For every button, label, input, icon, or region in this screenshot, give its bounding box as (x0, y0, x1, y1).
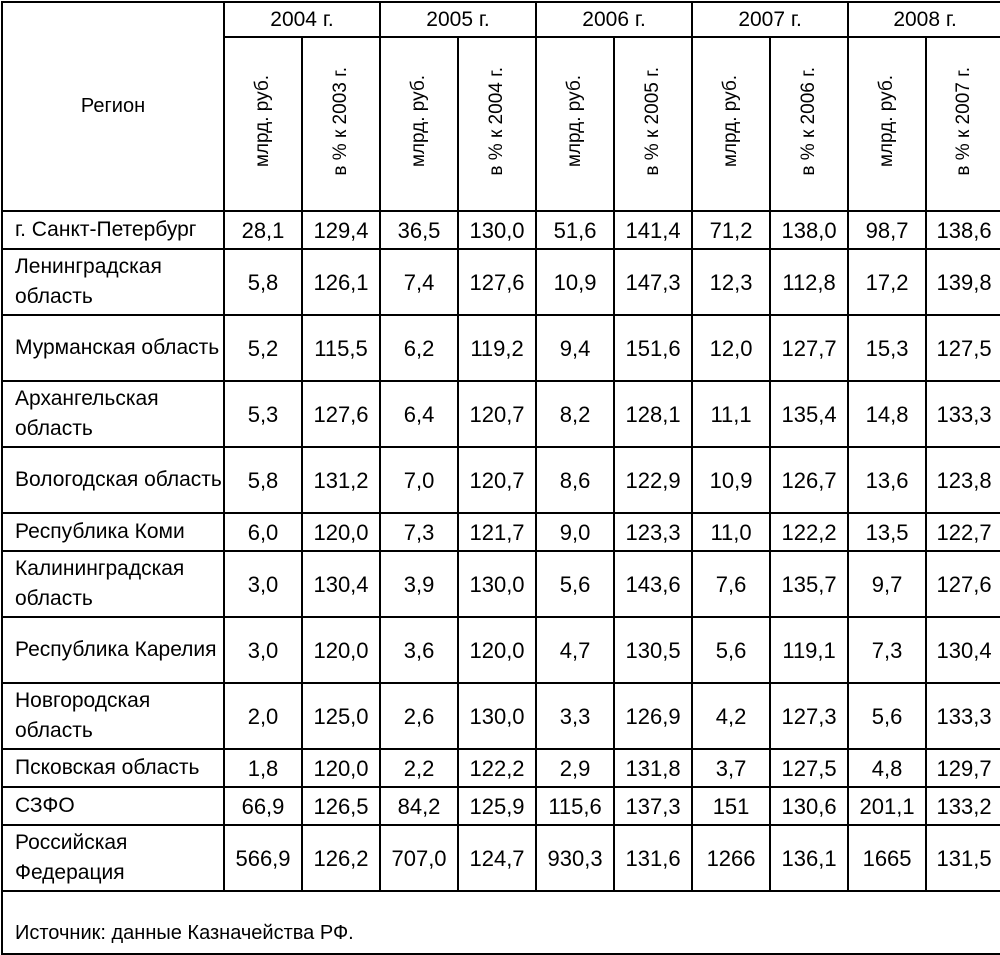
value-bln-rub: 4,7 (536, 617, 614, 683)
value-bln-rub: 3,9 (380, 551, 458, 617)
value-percent: 123,8 (926, 447, 1000, 513)
value-bln-rub: 12,0 (692, 315, 770, 381)
region-name: Псковская область (2, 749, 224, 787)
value-percent: 124,7 (458, 825, 536, 891)
unit-label: млрд. руб. (564, 74, 586, 168)
value-percent: 128,1 (614, 381, 692, 447)
value-percent: 119,2 (458, 315, 536, 381)
value-percent: 130,5 (614, 617, 692, 683)
value-bln-rub: 3,0 (224, 551, 302, 617)
value-bln-rub: 1266 (692, 825, 770, 891)
unit-label: млрд. руб. (720, 74, 742, 168)
unit-header (380, 37, 458, 211)
value-bln-rub: 7,3 (380, 513, 458, 551)
region-name: СЗФО (2, 787, 224, 825)
region-name: Российская Федерация (2, 825, 224, 891)
value-bln-rub: 2,6 (380, 683, 458, 749)
table-row (2, 513, 1000, 551)
table-row (2, 787, 1000, 825)
value-bln-rub: 84,2 (380, 787, 458, 825)
value-bln-rub: 6,4 (380, 381, 458, 447)
value-bln-rub: 707,0 (380, 825, 458, 891)
value-percent: 119,1 (770, 617, 848, 683)
year-header: 2008 г. (848, 2, 1000, 37)
value-bln-rub: 4,8 (848, 749, 926, 787)
value-bln-rub: 5,8 (224, 249, 302, 315)
value-percent: 125,0 (302, 683, 380, 749)
table-row (2, 551, 1000, 617)
value-percent: 127,6 (302, 381, 380, 447)
value-percent: 138,0 (770, 211, 848, 249)
value-percent: 147,3 (614, 249, 692, 315)
value-percent: 127,3 (770, 683, 848, 749)
table-row (2, 683, 1000, 749)
value-percent: 151,6 (614, 315, 692, 381)
value-percent: 143,6 (614, 551, 692, 617)
value-bln-rub: 7,3 (848, 617, 926, 683)
value-bln-rub: 1,8 (224, 749, 302, 787)
value-bln-rub: 13,5 (848, 513, 926, 551)
value-bln-rub: 5,2 (224, 315, 302, 381)
value-percent: 123,3 (614, 513, 692, 551)
value-percent: 122,9 (614, 447, 692, 513)
value-bln-rub: 17,2 (848, 249, 926, 315)
value-percent: 122,2 (770, 513, 848, 551)
table-row (2, 749, 1000, 787)
value-percent: 112,8 (770, 249, 848, 315)
value-percent: 126,2 (302, 825, 380, 891)
value-percent: 131,2 (302, 447, 380, 513)
value-bln-rub: 5,3 (224, 381, 302, 447)
value-bln-rub: 930,3 (536, 825, 614, 891)
region-name: Новгородская область (2, 683, 224, 749)
value-bln-rub: 36,5 (380, 211, 458, 249)
value-percent: 122,2 (458, 749, 536, 787)
value-bln-rub: 13,6 (848, 447, 926, 513)
value-percent: 120,7 (458, 447, 536, 513)
unit-header (848, 37, 926, 211)
value-percent: 136,1 (770, 825, 848, 891)
value-bln-rub: 7,4 (380, 249, 458, 315)
value-percent: 130,4 (302, 551, 380, 617)
value-percent: 127,6 (458, 249, 536, 315)
value-bln-rub: 98,7 (848, 211, 926, 249)
value-percent: 133,2 (926, 787, 1000, 825)
revenue-table (1, 1, 1000, 955)
value-percent: 138,6 (926, 211, 1000, 249)
value-bln-rub: 14,8 (848, 381, 926, 447)
source-row (2, 891, 1000, 954)
value-bln-rub: 10,9 (692, 447, 770, 513)
value-percent: 127,7 (770, 315, 848, 381)
year-header: 2004 г. (224, 2, 380, 37)
unit-header (926, 37, 1000, 211)
unit-header (536, 37, 614, 211)
unit-header (302, 37, 380, 211)
value-bln-rub: 3,0 (224, 617, 302, 683)
unit-label: млрд. руб. (876, 74, 898, 168)
unit-header (458, 37, 536, 211)
value-percent: 120,0 (302, 513, 380, 551)
value-bln-rub: 11,1 (692, 381, 770, 447)
value-percent: 139,8 (926, 249, 1000, 315)
region-name: Калининградская область (2, 551, 224, 617)
value-percent: 122,7 (926, 513, 1000, 551)
unit-header (692, 37, 770, 211)
value-percent: 135,4 (770, 381, 848, 447)
table-row (2, 825, 1000, 891)
value-bln-rub: 5,8 (224, 447, 302, 513)
value-bln-rub: 5,6 (848, 683, 926, 749)
region-name: Республика Коми (2, 513, 224, 551)
year-header: 2005 г. (380, 2, 536, 37)
value-bln-rub: 3,3 (536, 683, 614, 749)
region-name: Республика Карелия (2, 617, 224, 683)
value-bln-rub: 5,6 (692, 617, 770, 683)
value-percent: 135,7 (770, 551, 848, 617)
table-row (2, 249, 1000, 315)
region-name: Мурманская область (2, 315, 224, 381)
value-percent: 131,8 (614, 749, 692, 787)
value-percent: 129,4 (302, 211, 380, 249)
unit-label: в % к 2007 г. (953, 66, 975, 176)
value-bln-rub: 8,2 (536, 381, 614, 447)
unit-label: в % к 2006 г. (798, 66, 820, 176)
value-bln-rub: 5,6 (536, 551, 614, 617)
value-percent: 131,6 (614, 825, 692, 891)
value-bln-rub: 2,9 (536, 749, 614, 787)
value-bln-rub: 2,2 (380, 749, 458, 787)
value-percent: 126,7 (770, 447, 848, 513)
table-row (2, 315, 1000, 381)
value-percent: 127,5 (926, 315, 1000, 381)
value-percent: 130,4 (926, 617, 1000, 683)
value-percent: 133,3 (926, 683, 1000, 749)
unit-header (224, 37, 302, 211)
value-percent: 127,5 (770, 749, 848, 787)
value-bln-rub: 201,1 (848, 787, 926, 825)
value-bln-rub: 11,0 (692, 513, 770, 551)
value-bln-rub: 2,0 (224, 683, 302, 749)
region-name: Архангельская область (2, 381, 224, 447)
value-bln-rub: 10,9 (536, 249, 614, 315)
value-bln-rub: 151 (692, 787, 770, 825)
value-bln-rub: 6,2 (380, 315, 458, 381)
value-bln-rub: 51,6 (536, 211, 614, 249)
value-bln-rub: 9,7 (848, 551, 926, 617)
region-name: г. Санкт-Петербург (2, 211, 224, 249)
value-percent: 133,3 (926, 381, 1000, 447)
unit-label: в % к 2004 г. (486, 66, 508, 176)
value-bln-rub: 4,2 (692, 683, 770, 749)
value-percent: 120,0 (458, 617, 536, 683)
value-bln-rub: 66,9 (224, 787, 302, 825)
value-percent: 126,1 (302, 249, 380, 315)
table-row (2, 447, 1000, 513)
value-percent: 126,5 (302, 787, 380, 825)
year-header: 2007 г. (692, 2, 848, 37)
unit-label: в % к 2005 г. (642, 66, 664, 176)
value-bln-rub: 9,0 (536, 513, 614, 551)
value-percent: 130,0 (458, 551, 536, 617)
region-column-header: Регион (2, 2, 224, 211)
value-percent: 129,7 (926, 749, 1000, 787)
value-percent: 130,6 (770, 787, 848, 825)
table-row (2, 381, 1000, 447)
value-percent: 121,7 (458, 513, 536, 551)
value-bln-rub: 71,2 (692, 211, 770, 249)
value-bln-rub: 28,1 (224, 211, 302, 249)
unit-label: млрд. руб. (408, 74, 430, 168)
unit-header (770, 37, 848, 211)
year-header: 2006 г. (536, 2, 692, 37)
value-bln-rub: 9,4 (536, 315, 614, 381)
value-percent: 130,0 (458, 683, 536, 749)
value-bln-rub: 7,6 (692, 551, 770, 617)
value-percent: 141,4 (614, 211, 692, 249)
region-name: Вологодская область (2, 447, 224, 513)
value-percent: 130,0 (458, 211, 536, 249)
value-percent: 131,5 (926, 825, 1000, 891)
value-bln-rub: 6,0 (224, 513, 302, 551)
unit-label: млрд. руб. (252, 74, 273, 168)
value-percent: 125,9 (458, 787, 536, 825)
value-bln-rub: 12,3 (692, 249, 770, 315)
value-percent: 115,5 (302, 315, 380, 381)
value-bln-rub: 1665 (848, 825, 926, 891)
value-percent: 120,7 (458, 381, 536, 447)
value-percent: 137,3 (614, 787, 692, 825)
value-bln-rub: 566,9 (224, 825, 302, 891)
year-header-row (2, 2, 1000, 37)
unit-header (614, 37, 692, 211)
unit-label: в % к 2003 г. (330, 66, 351, 176)
value-bln-rub: 3,7 (692, 749, 770, 787)
table-row (2, 617, 1000, 683)
value-percent: 126,9 (614, 683, 692, 749)
value-bln-rub: 15,3 (848, 315, 926, 381)
value-percent: 120,0 (302, 749, 380, 787)
source-note: Источник: данные Казначейства РФ. (2, 891, 1000, 954)
table-body (2, 211, 1000, 891)
value-bln-rub: 3,6 (380, 617, 458, 683)
table-row (2, 211, 1000, 249)
value-bln-rub: 7,0 (380, 447, 458, 513)
value-bln-rub: 8,6 (536, 447, 614, 513)
value-bln-rub: 115,6 (536, 787, 614, 825)
region-name: Ленинградская область (2, 249, 224, 315)
value-percent: 120,0 (302, 617, 380, 683)
value-percent: 127,6 (926, 551, 1000, 617)
